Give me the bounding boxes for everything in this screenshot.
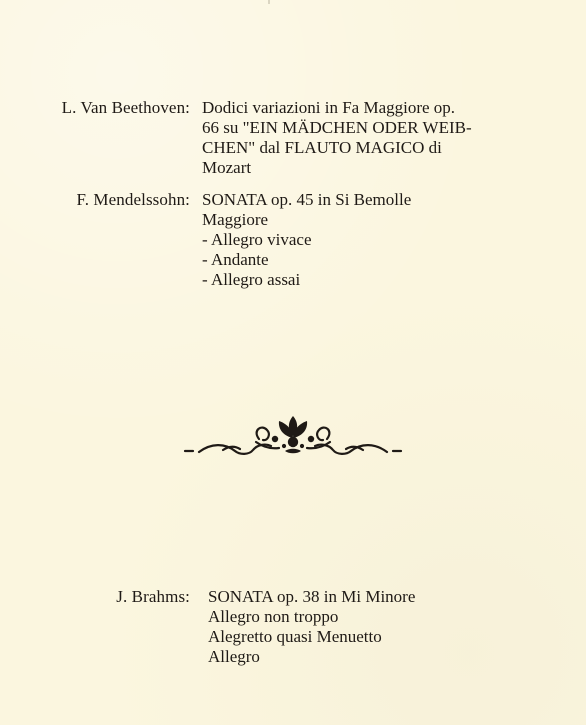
- work-line: Dodici variazioni in Fa Maggiore op.: [202, 98, 456, 117]
- movement-line: Allegro: [208, 647, 260, 666]
- work-description: [202, 190, 552, 290]
- composer-name: F. Mendelssohn:: [76, 190, 190, 209]
- movement-line: - Allegro vivace: [202, 230, 312, 249]
- work-description: [208, 587, 558, 667]
- composer-name: L. Van Beethoven:: [61, 98, 190, 117]
- movement-line: - Andante: [202, 250, 269, 269]
- work-line: 66 su "EIN MÄDCHEN ODER WEIB-: [202, 118, 472, 137]
- scan-mark: [268, 0, 270, 4]
- work-line: CHEN" dal FLAUTO MAGICO di: [202, 138, 442, 157]
- movement-line: Alegretto quasi Menuetto: [208, 627, 382, 646]
- movement-line: - Allegro assai: [202, 270, 301, 289]
- work-line: SONATA op. 38 in Mi Minore: [208, 587, 416, 606]
- work-line: SONATA op. 45 in Si Bemolle: [202, 190, 412, 209]
- work-line: Maggiore: [202, 210, 269, 229]
- floral-divider-icon: [183, 412, 403, 460]
- composer-name: J. Brahms:: [116, 587, 190, 606]
- work-line: Mozart: [202, 158, 252, 177]
- work-description: [202, 98, 552, 178]
- movement-line: Allegro non troppo: [208, 607, 339, 626]
